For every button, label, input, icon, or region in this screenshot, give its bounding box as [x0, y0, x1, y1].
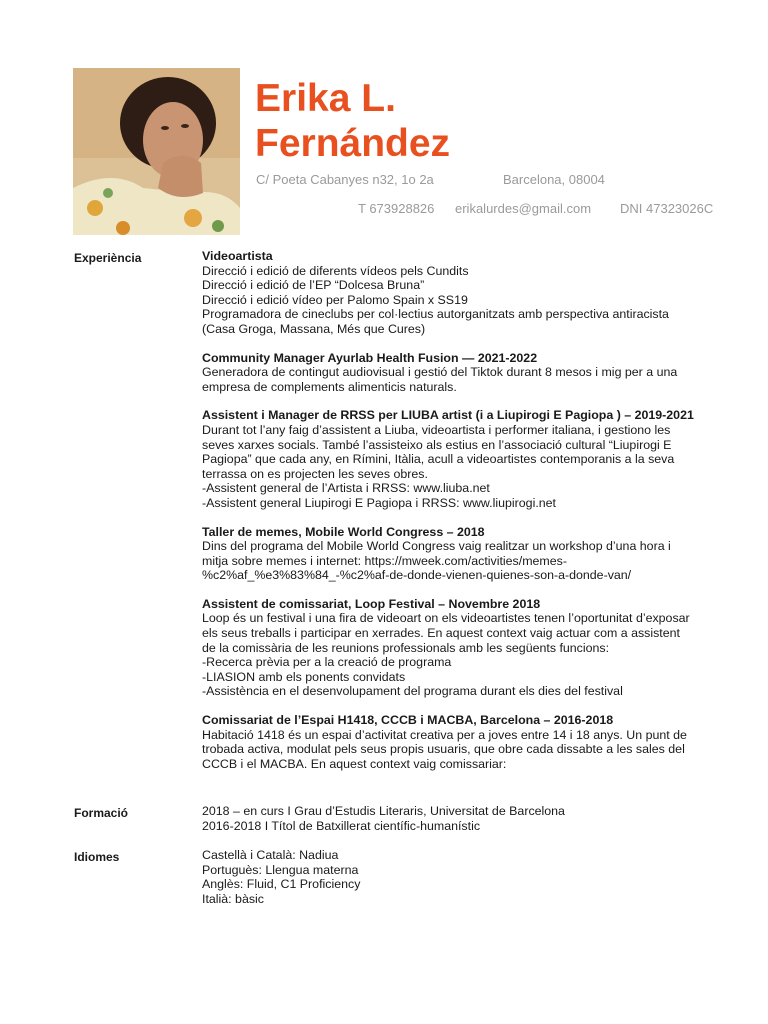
description-line: terrassa on es projecten les seves obres. — [202, 466, 428, 481]
email-link[interactable]: erikalurdes@gmail.com — [455, 201, 592, 216]
experience-section — [202, 249, 722, 785]
candidate-name — [255, 76, 735, 166]
description-line: Dins del programa del Mobile World Congress vaig realitzar un workshop d’una hora i — [202, 539, 671, 554]
language-item: Italià: bàsic — [202, 891, 264, 906]
description-line: -LIASION amb els ponents convidats — [202, 669, 406, 684]
description-line: CCCB i el MACBA. En aquest context vaig comissariar: — [202, 756, 507, 771]
description-line: Pagiopa” que cada any, en Rímini, Itàlia, acull a videoartistes contemporanis a la seva — [202, 452, 675, 467]
description-line: els seus treballs i participar en xerrades. En aquest context vaig actuar com a assistent — [202, 626, 680, 641]
education-item: 2016-2018 I Títol de Batxillerat científic-humanístic — [202, 818, 481, 833]
experience-title: Assistent i Manager de RRSS per LIUBA artist (i a Liupirogi E Pagiopa ) – 2019-2021 — [202, 408, 694, 423]
experience-item — [202, 713, 722, 771]
phone: T 673928826 — [358, 201, 435, 216]
description-line: mitja sobre memes i internet: https://mweek.com/activities/memes- — [202, 553, 567, 568]
description-line: Direcció i edició de l’EP “Dolcesa Bruna” — [202, 278, 425, 293]
languages-section — [202, 848, 722, 906]
description-line: -Recerca prèvia per a la creació de programa — [202, 655, 452, 670]
experience-label: Experiència — [74, 251, 142, 265]
languages-label: Idiomes — [74, 850, 120, 864]
city: Barcelona, 08004 — [503, 172, 605, 187]
experience-title: Taller de memes, Mobile World Congress – 2018 — [202, 524, 485, 539]
education-item: 2018 – en curs I Grau d’Estudis Literaris, Universitat de Barcelona — [202, 804, 565, 818]
experience-item — [202, 249, 722, 337]
experience-description — [202, 611, 722, 699]
description-line: Direcció i edició de diferents vídeos pels Cundits — [202, 263, 469, 278]
description-line: Direcció i edició vídeo per Palomo Spain x SS19 — [202, 292, 468, 307]
description-line: Habitació 1418 és un espai d’activitat creativa per a joves entre 14 i 18 anys. Un punt de — [202, 727, 687, 742]
experience-item — [202, 351, 722, 395]
portrait-image — [73, 68, 240, 235]
experience-title: Videoartista — [202, 249, 273, 263]
experience-description — [202, 539, 722, 583]
description-line: seves xarxes socials. També l’assisteixo als estius en l’associació cultural “Liupirogi E — [202, 437, 672, 452]
dni: DNI 47323026C — [620, 201, 714, 216]
experience-title: Assistent de comissariat, Loop Festival – Novembre 2018 — [202, 596, 541, 611]
description-line: trobada activa, modulat pels seus propis usuaris, que obre cada dissabte a les sales del — [202, 742, 685, 757]
education-label: Formació — [74, 806, 129, 820]
name-line-first: Erika L. — [255, 77, 396, 120]
experience-description — [202, 728, 722, 772]
language-item: Castellà i Català: Nadiua — [202, 848, 339, 862]
name-line-last: Fernández — [255, 122, 451, 165]
description-line: Loop és un festival i una fira de videoart on els videoartistes tenen l’oportunitat d’exposar — [202, 611, 690, 626]
experience-item — [202, 408, 722, 510]
address: C/ Poeta Cabanyes n32, 1o 2a — [256, 172, 434, 187]
experience-item — [202, 597, 722, 699]
description-line: empresa de complements alimenticis naturals. — [202, 379, 457, 394]
language-item: Anglès: Fluid, C1 Proficiency — [202, 877, 361, 892]
experience-description — [202, 264, 722, 337]
description-line: -Assistent general Liupirogi E Pagiopa i RRSS: www.liupirogi.net — [202, 495, 556, 510]
description-line: -Assistent general de l’Artista i RRSS: www.liuba.net — [202, 481, 490, 496]
description-line: de la comissària de les reunions professionals amb les següents funcions: — [202, 640, 610, 655]
description-line: Programadora de cineclubs per col·lectius autorganitzats amb perspectiva antiracista — [202, 307, 669, 322]
experience-title: Comissariat de l’Espai H1418, CCCB i MACBA, Barcelona – 2016-2018 — [202, 713, 614, 728]
language-item: Portuguès: Llengua materna — [202, 862, 359, 877]
description-line: %c2%af_%e3%83%84_-%c2%af-de-donde-vienen-quienes-son-a-donde-van/ — [202, 568, 632, 583]
description-line: (Casa Groga, Massana, Més que Cures) — [202, 321, 426, 336]
description-line: Generadora de contingut audiovisual i gestió del Tiktok durant 8 mesos i mig per a una — [202, 365, 678, 380]
description-line: -Assistència en el desenvolupament del programa durant els dies del festival — [202, 684, 623, 699]
profile-photo — [73, 68, 240, 235]
description-line: Durant tot l’any faig d’assistent a Liuba, videoartista i performer italiana, i gestiono les — [202, 422, 671, 437]
education-section — [202, 804, 722, 833]
experience-description — [202, 423, 722, 511]
experience-description — [202, 365, 722, 394]
experience-item — [202, 525, 722, 583]
experience-title: Community Manager Ayurlab Health Fusion — 2021-2022 — [202, 350, 538, 365]
